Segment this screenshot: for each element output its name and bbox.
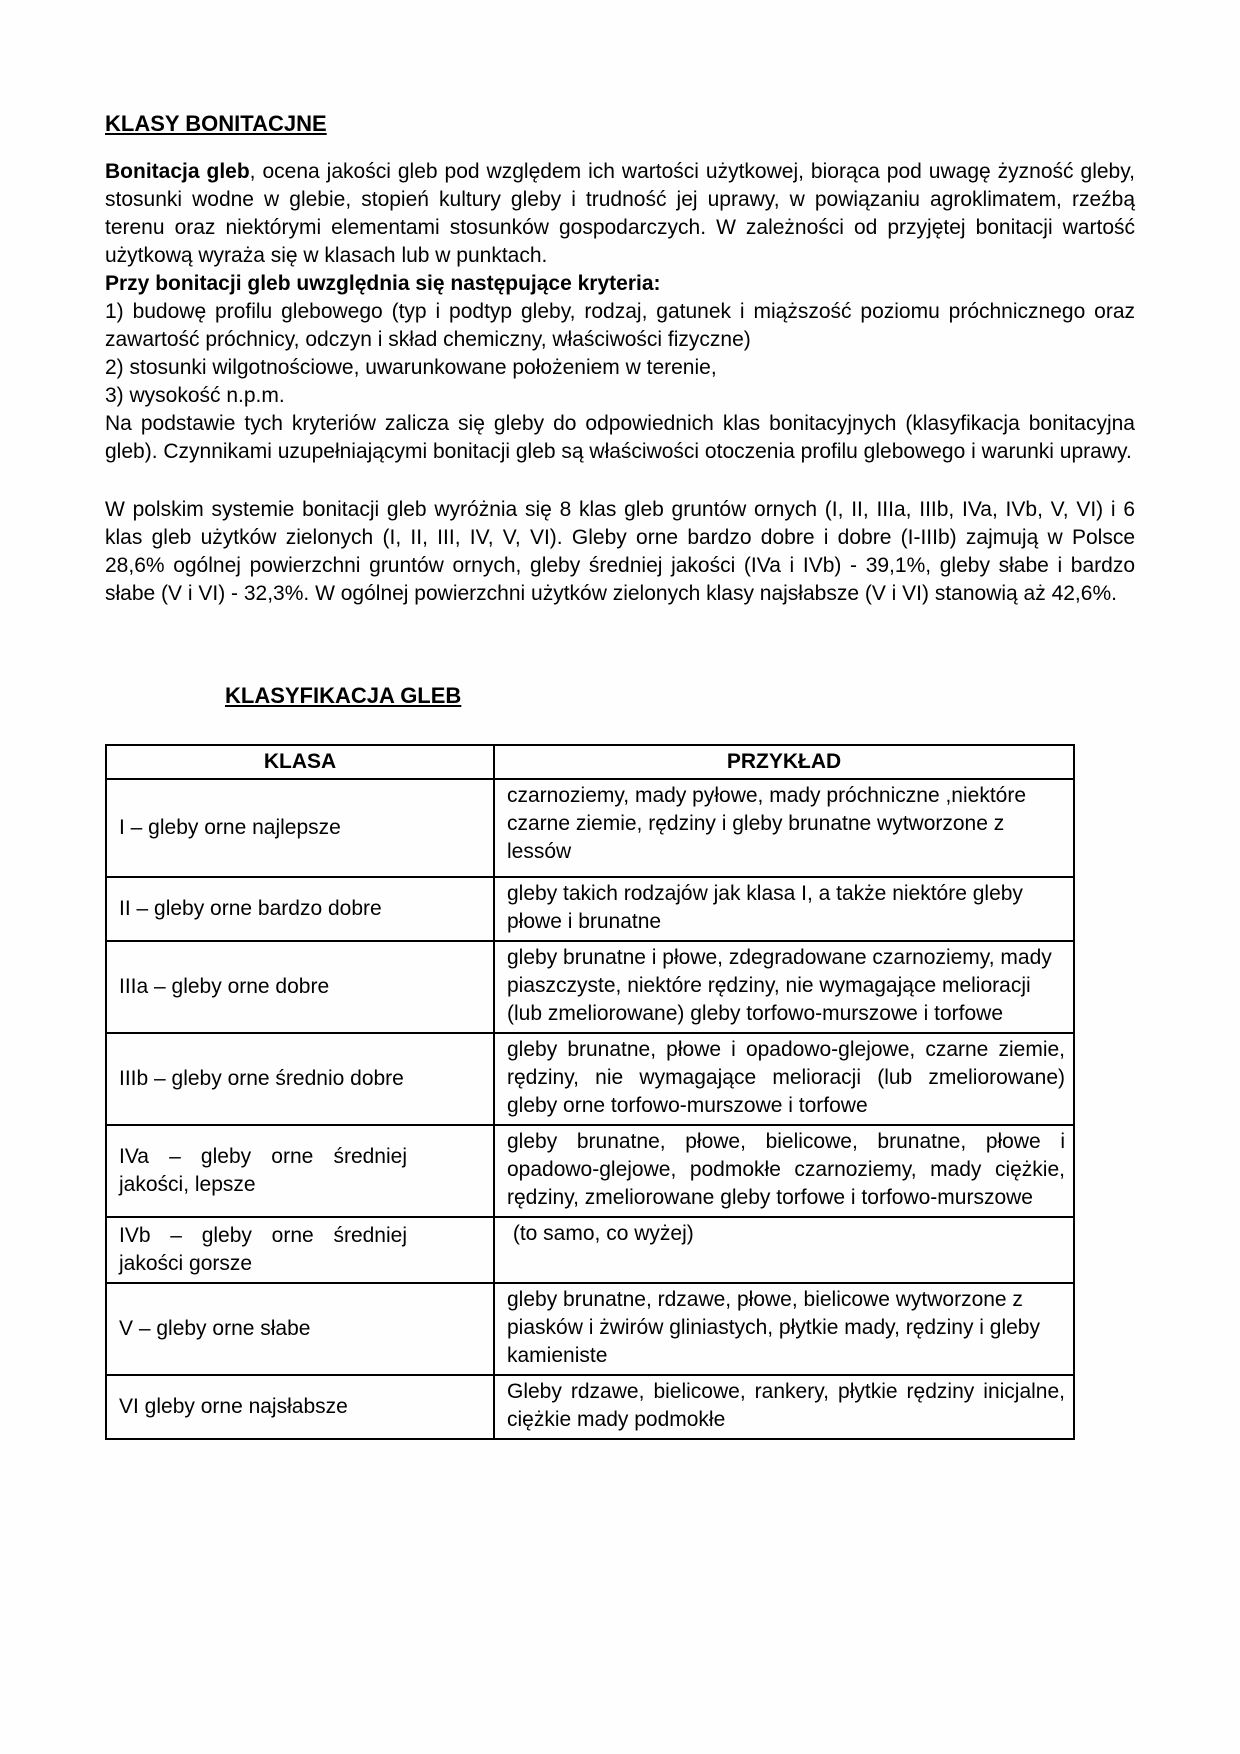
klasa-cell: IVa – gleby orne średniej jakości, lepsze bbox=[106, 1125, 494, 1217]
criteria-heading: Przy bonitacji gleb uwzględnia się następujące kryteria: bbox=[105, 272, 661, 295]
classification-heading: KLASYFIKACJA GLEB bbox=[225, 683, 462, 708]
criteria-item-2: 2) stosunki wilgotnościowe, uwarunkowane położeniem w terenie, bbox=[105, 356, 717, 379]
lead-text: , ocena jakości gleb pod względem ich wartości użytkowej, biorąca pod uwagę żyzność gleby, stosunki wodne w glebie, stopień kultury gleby i trudność jej uprawy, w powiązaniu agroklimatem, rzeźbą terenu oraz niektórymi elementami stosunków gospodarczych. W zależności od przyjętej bonitacji wartość użytkową wyraża się w klasach lub w punktach. bbox=[105, 160, 1135, 267]
lead-paragraph bbox=[105, 158, 1135, 270]
document-content bbox=[105, 110, 1135, 1440]
przyklad-cell: Gleby rdzawe, bielicowe, rankery, płytkie rędziny inicjalne, ciężkie mady podmokłe bbox=[494, 1375, 1074, 1439]
stats-paragraph: W polskim systemie bonitacji gleb wyróżnia się 8 klas gleb gruntów ornych (I, II, IIIa, IIIb, IVa, IVb, V, VI) i 6 klas gleb użytków zielonych (I, II, III, IV, V, VI). Gleby orne bardzo dobre i dobre (I-IIIb) zajmują w Polsce 28,6% ogólnej powierzchni gruntów ornych, gleby średniej jakości (IVa i IVb) - 39,1%, gleby słabe i bardzo słabe (V i VI) - 32,3%. W ogólnej powierzchni użytków zielonych klasy najsłabsze (V i VI) stanowią aż 42,6%. bbox=[105, 498, 1135, 605]
klasa-cell: IIIa – gleby orne dobre bbox=[106, 941, 494, 1033]
table-row-class-i bbox=[106, 779, 1074, 877]
table-header-row bbox=[106, 745, 1074, 779]
przyklad-cell: gleby brunatne, płowe i opadowo-glejowe, czarne ziemie, rędziny, nie wymagające melioracji (lub zmeliorowane) gleby orne torfowo-murszowe i torfowe bbox=[494, 1033, 1074, 1125]
klasa-cell: IVb – gleby orne średniej jakości gorsze bbox=[106, 1217, 494, 1283]
table-row-class-ii bbox=[106, 877, 1074, 941]
table-row-class-v bbox=[106, 1283, 1074, 1375]
klasa-cell: IIIb – gleby orne średnio dobre bbox=[106, 1033, 494, 1125]
przyklad-cell: gleby brunatne, rdzawe, płowe, bielicowe wytworzone z piasków i żwirów gliniastych, płytkie mady, rędziny i gleby kamieniste bbox=[494, 1283, 1074, 1375]
przyklad-cell: gleby takich rodzajów jak klasa I, a także niektóre gleby płowe i brunatne bbox=[494, 877, 1074, 941]
przyklad-cell: gleby brunatne, płowe, bielicowe, brunatne, płowe i opadowo-glejowe, podmokłe czarnoziemy, mady ciężkie, rędziny, zmeliorowane gleby torfowe i torfowo-murszowe bbox=[494, 1125, 1074, 1217]
klasa-cell: V – gleby orne słabe bbox=[106, 1283, 494, 1375]
lead-term: Bonitacja gleb bbox=[105, 160, 250, 183]
criteria-item-3: 3) wysokość n.p.m. bbox=[105, 384, 285, 407]
table-row-class-iva bbox=[106, 1125, 1074, 1217]
table-row-class-ivb bbox=[106, 1217, 1074, 1283]
klasa-cell: II – gleby orne bardzo dobre bbox=[106, 877, 494, 941]
przyklad-cell: (to samo, co wyżej) bbox=[494, 1217, 1074, 1283]
table-row-class-iiia bbox=[106, 941, 1074, 1033]
criteria-item-1: 1) budowę profilu glebowego (typ i podtyp gleby, rodzaj, gatunek i miąższość poziomu próchnicznego oraz zawartość próchnicy, odczyn i skład chemiczny, właściwości fizyczne) bbox=[105, 300, 1135, 351]
klasa-cell: I – gleby orne najlepsze bbox=[106, 779, 494, 877]
table-row-class-iiib bbox=[106, 1033, 1074, 1125]
przyklad-cell: gleby brunatne i płowe, zdegradowane czarnoziemy, mady piaszczyste, niektóre rędziny, nie wymagające melioracji (lub zmeliorowane) gleby torfowo-murszowe i torfowe bbox=[494, 941, 1074, 1033]
klasa-cell: VI gleby orne najsłabsze bbox=[106, 1375, 494, 1439]
page-title: KLASY BONITACJNE bbox=[105, 111, 327, 136]
table-row-class-vi bbox=[106, 1375, 1074, 1439]
soil-classification-table bbox=[105, 744, 1075, 1440]
criteria-note: Na podstawie tych kryteriów zalicza się gleby do odpowiednich klas bonitacyjnych (klasyfikacja bonitacyjna gleb). Czynnikami uzupełniającymi bonitacji gleb są właściwości otoczenia profilu glebowego i warunki uprawy. bbox=[105, 412, 1135, 463]
column-header-przyklad: PRZYKŁAD bbox=[494, 745, 1074, 779]
column-header-klasa: KLASA bbox=[106, 745, 494, 779]
przyklad-cell: czarnoziemy, mady pyłowe, mady próchniczne ,niektóre czarne ziemie, rędziny i gleby brunatne wytworzone z lessów bbox=[494, 779, 1074, 877]
